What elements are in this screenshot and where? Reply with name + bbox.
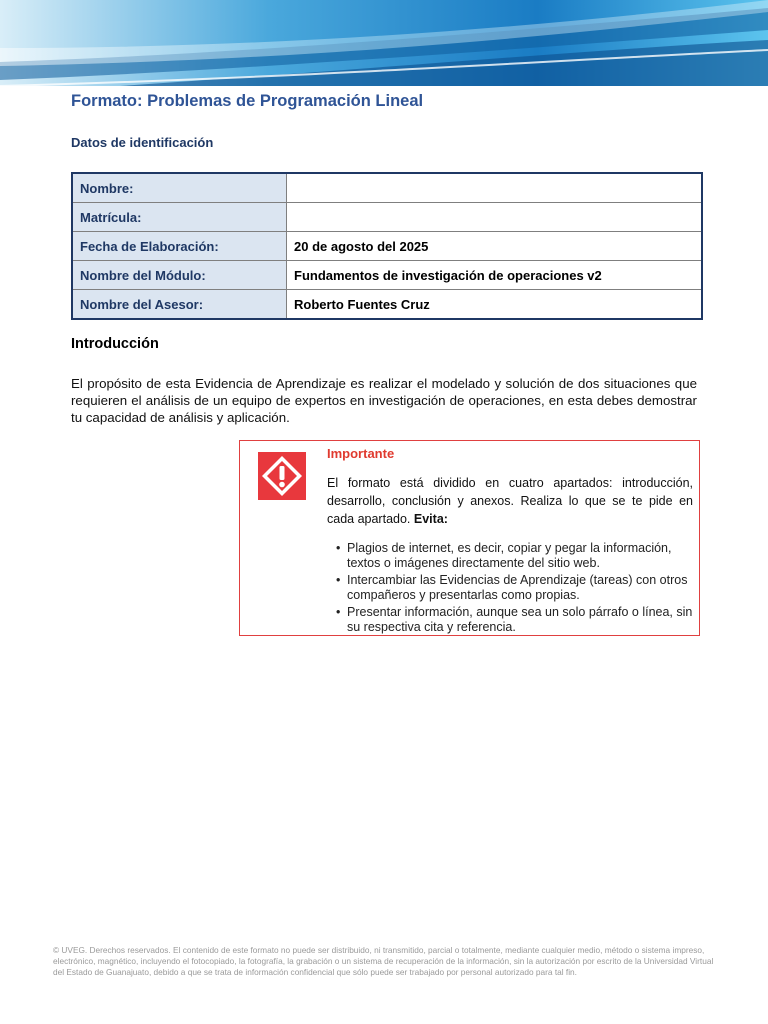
document-title: Formato: Problemas de Programación Lineal [71, 92, 424, 110]
table-row [72, 261, 702, 290]
table-row [72, 173, 702, 203]
list-item: • Presentar información, aunque sea un solo párrafo o línea, sin su respectiva cita y referencia. [336, 605, 694, 634]
important-title: Importante [327, 446, 395, 461]
row-label-modulo: Nombre del Módulo: [72, 261, 287, 290]
fecha-value: 20 de agosto del 2025 [287, 232, 703, 261]
list-item: • Plagios de internet, es decir, copiar y pegar la información, textos o imágenes directamente del sitio web. [336, 541, 694, 570]
blue-swoosh-banner [0, 0, 768, 96]
identification-table [71, 172, 703, 320]
asesor-value: Roberto Fuentes Cruz [287, 290, 703, 320]
table-row [72, 232, 702, 261]
important-emphasis: Evita: [413, 512, 448, 526]
matricula-field[interactable] [287, 203, 703, 232]
identification-heading: Datos de identificación [71, 135, 214, 150]
row-label-nombre: Nombre: [72, 173, 287, 203]
nombre-field[interactable] [287, 173, 703, 203]
row-label-fecha: Fecha de Elaboración: [72, 232, 287, 261]
intro-paragraph: El propósito de esta Evidencia de Aprendizaje es realizar el modelado y solución de dos situaciones que requieren el análisis de un equipo de expertos en investigación de operaciones, en esta debes demostrar tu capacidad de análisis y aplicación. [71, 376, 697, 425]
important-text [327, 474, 693, 528]
important-callout [239, 440, 700, 636]
warning-diamond-icon [258, 452, 306, 500]
row-label-matricula: Matrícula: [72, 203, 287, 232]
important-body: El formato está dividido en cuatro apartados: introducción, desarrollo, conclusión y anexos. Realiza lo que se te pide en cada apartado. [327, 476, 693, 526]
header-banner [0, 0, 768, 96]
avoid-list [336, 541, 694, 637]
table-row [72, 290, 702, 320]
copyright-footer: © UVEG. Derechos reservados. El contenido de este formato no puede ser distribuido, ni transmitido, parcial o totalmente, mediante cualquier medio, método o sistema impreso, electrónico, magnético, incluyendo el fotocopiado, la fotografía, la grabación o un sistema de recuperación de la información, sin la autorización por escrito de la Universidad Virtual del Estado de Guanajuato, debido a que se trata de información confidencial que sólo puede ser trabajado por personal autorizado para tal fin. [53, 945, 714, 977]
intro-heading: Introducción [71, 336, 159, 352]
modulo-value: Fundamentos de investigación de operaciones v2 [287, 261, 703, 290]
list-item: • Intercambiar las Evidencias de Aprendizaje (tareas) con otros compañeros y presentarlas como propias. [336, 573, 694, 602]
table-row [72, 203, 702, 232]
row-label-asesor: Nombre del Asesor: [72, 290, 287, 320]
